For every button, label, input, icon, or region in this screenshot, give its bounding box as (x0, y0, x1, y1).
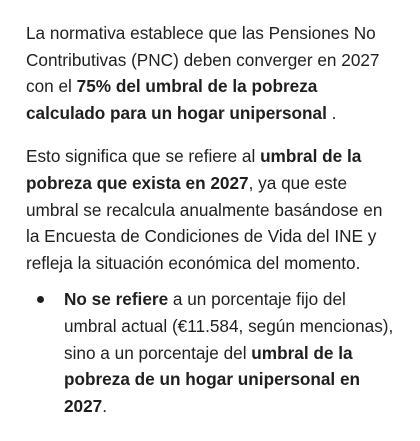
paragraph-text: . (326, 102, 337, 123)
list-item-text: . (102, 395, 108, 416)
bold-text: 75% del umbral de la pobreza calculado para un hogar unipersonal (26, 76, 327, 123)
list-item-text: a un porcentaje fijo del umbral actual (€11.584, según mencionas), sino a un porcentaje del (64, 289, 394, 363)
bullet-list (26, 286, 398, 419)
bold-text: umbral de la pobreza de un hogar unipersonal en 2027 (64, 342, 361, 416)
paragraph-normativa (26, 20, 398, 126)
bullet-dot-icon (37, 296, 44, 303)
response-content (26, 20, 398, 419)
paragraph-significa (26, 143, 398, 276)
paragraph-text: Esto significa que se refiere al (26, 146, 261, 167)
bold-text: No se refiere (64, 289, 169, 310)
paragraph-text: , ya que este umbral se recalcula anualmente basándose en la Encuesta de Condiciones de Vida del INE y refleja la situación económica del momento. (26, 172, 383, 273)
paragraph-text: La normativa establece que las Pensiones No Contributivas (PNC) deben converger en 2027 con el (26, 23, 380, 97)
list-item (26, 286, 398, 419)
bold-text: umbral de la pobreza que exista en 2027 (26, 146, 362, 193)
